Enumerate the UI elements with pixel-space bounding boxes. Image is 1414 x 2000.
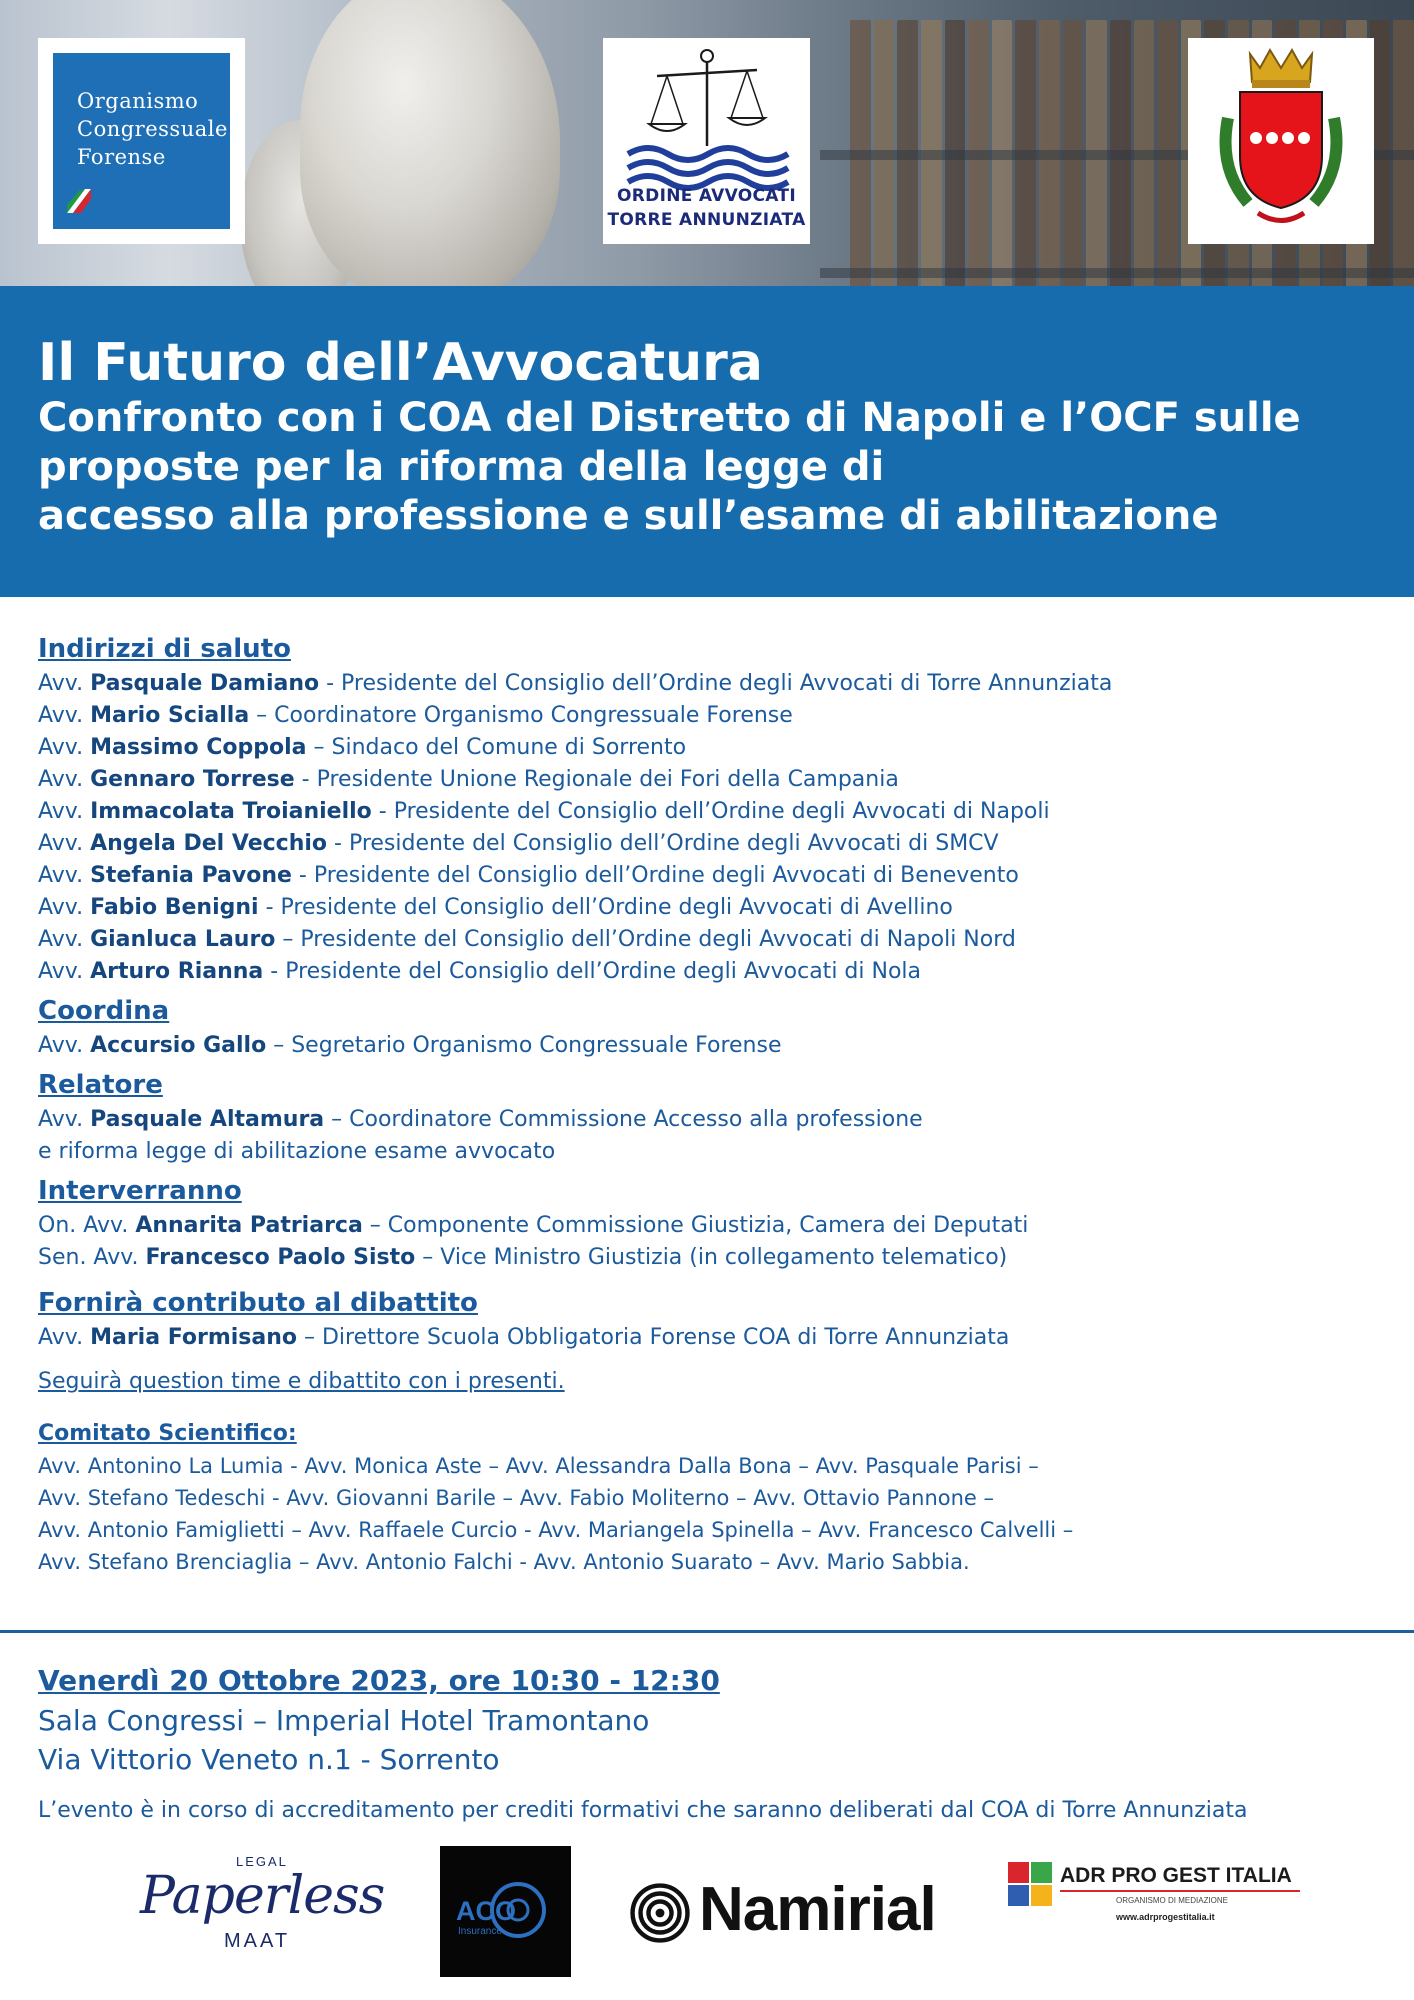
- speaker-prefix: Avv.: [38, 863, 91, 888]
- speaker-role: - Presidente Unione Regionale dei Fori della Campania: [294, 767, 899, 792]
- section-heading-interverranno: Interverranno: [38, 1176, 242, 1206]
- event-address: Via Vittorio Veneto n.1 - Sorrento: [38, 1743, 500, 1776]
- speaker-prefix: Avv.: [38, 1033, 91, 1058]
- ocf-logo-text: Forense: [77, 145, 166, 169]
- event-subtitle: [38, 394, 1398, 541]
- speaker-prefix: Avv.: [38, 703, 91, 728]
- speaker-prefix: Sen. Avv.: [38, 1245, 146, 1270]
- event-venue: Sala Congressi – Imperial Hotel Tramontano: [38, 1704, 650, 1737]
- adr-logo-subtext: ORGANISMO DI MEDIAZIONE: [1116, 1896, 1229, 1905]
- aco-insurance-logo: [440, 1846, 571, 1977]
- speaker-prefix: Avv.: [38, 831, 91, 856]
- section-heading-comitato: Comitato Scientifico:: [38, 1421, 297, 1446]
- comitato-line: Avv. Stefano Brenciaglia – Avv. Antonio Falchi - Avv. Antonio Suarato – Avv. Mario Sabbia.: [38, 1550, 970, 1574]
- accreditation-note: L’evento è in corso di accreditamento per crediti formativi che saranno deliberati dal COA di Torre Annunziata: [38, 1798, 1248, 1823]
- divider: [0, 1630, 1414, 1633]
- question-time-note: Seguirà question time e dibattito con i presenti.: [38, 1369, 565, 1394]
- speaker-line: [38, 1104, 1398, 1136]
- event-title: Il Futuro dell’Avvocatura: [38, 333, 763, 393]
- subtitle-line: Confronto con i COA del Distretto di Napoli e l’OCF sulle: [38, 395, 1301, 441]
- ordine-avvocati-logo-text: TORRE ANNUNZIATA: [607, 210, 806, 230]
- speaker-role: - Presidente del Consiglio dell’Ordine degli Avvocati di Napoli: [371, 799, 1050, 824]
- speaker-line: [38, 956, 1398, 988]
- speaker-role: – Sindaco del Comune di Sorrento: [306, 735, 687, 760]
- ordine-avvocati-logo-text: ORDINE AVVOCATI: [617, 186, 796, 206]
- speaker-name: Massimo Coppola: [90, 735, 307, 760]
- speaker-line: [38, 796, 1398, 828]
- speaker-name: Gianluca Lauro: [90, 927, 276, 952]
- namirial-target-icon: [629, 1882, 691, 1944]
- speaker-role: - Presidente del Consiglio dell’Ordine degli Avvocati di Nola: [263, 959, 921, 984]
- speaker-role: – Componente Commissione Giustizia, Camera dei Deputati: [362, 1213, 1029, 1238]
- adr-logo-rule: [1060, 1890, 1300, 1892]
- waves-icon: [623, 134, 793, 194]
- section-heading-saluti: Indirizzi di saluto: [38, 634, 291, 664]
- speaker-role: - Presidente del Consiglio dell’Ordine degli Avvocati di Benevento: [291, 863, 1019, 888]
- speaker-name: Francesco Paolo Sisto: [145, 1245, 416, 1270]
- namirial-logo: [625, 1868, 965, 1958]
- speaker-name: Immacolata Troianiello: [90, 799, 372, 824]
- crest-icon: [1188, 38, 1374, 244]
- shelf: [820, 268, 1414, 278]
- speaker-prefix: Avv.: [38, 671, 91, 696]
- ordine-avvocati-logo: [603, 38, 810, 244]
- speaker-role: – Direttore Scuola Obbligatoria Forense COA di Torre Annunziata: [297, 1325, 1010, 1350]
- speaker-prefix: Avv.: [38, 767, 91, 792]
- paperless-logo-top: LEGAL: [236, 1854, 288, 1869]
- coordina-list: [38, 1030, 1398, 1062]
- relatore-list: [38, 1104, 1398, 1136]
- aco-logo-text: ACO: [456, 1896, 516, 1926]
- speaker-name: Mario Scialla: [90, 703, 250, 728]
- speaker-name: Fabio Benigni: [90, 895, 259, 920]
- speaker-line: [38, 892, 1398, 924]
- saluti-list: [38, 668, 1398, 988]
- speaker-line: [38, 924, 1398, 956]
- subtitle-line: accesso alla professione e sull’esame di abilitazione: [38, 493, 1219, 539]
- statue-bust-image: [300, 0, 560, 286]
- speaker-line: [38, 1322, 1398, 1354]
- aco-logo-subtext: Insurance: [458, 1926, 502, 1937]
- contributo-list: [38, 1322, 1398, 1354]
- speaker-role: – Vice Ministro Giustizia (in collegamento telematico): [415, 1245, 1008, 1270]
- speaker-prefix: Avv.: [38, 735, 91, 760]
- paperless-logo-main: Paperless: [140, 1866, 385, 1926]
- speaker-line: [38, 732, 1398, 764]
- speaker-name: Arturo Rianna: [90, 959, 264, 984]
- speaker-name: Angela Del Vecchio: [90, 831, 328, 856]
- speaker-name: Annarita Patriarca: [135, 1213, 363, 1238]
- comitato-line: Avv. Antonino La Lumia - Avv. Monica Aste – Avv. Alessandra Dalla Bona – Avv. Pasquale Parisi –: [38, 1454, 1039, 1478]
- speaker-line: [38, 1242, 1398, 1274]
- speaker-name: Pasquale Damiano: [90, 671, 320, 696]
- speaker-line: [38, 1030, 1398, 1062]
- speaker-line: [38, 668, 1398, 700]
- ocf-logo: [38, 38, 245, 244]
- interverranno-list: [38, 1210, 1398, 1274]
- speaker-role: – Segretario Organismo Congressuale Forense: [266, 1033, 782, 1058]
- puzzle-icon: [1008, 1862, 1052, 1906]
- comitato-line: Avv. Antonio Famiglietti – Avv. Raffaele Curcio - Avv. Mariangela Spinella – Avv. Francesco Calvelli –: [38, 1518, 1074, 1542]
- speaker-name: Accursio Gallo: [90, 1033, 267, 1058]
- italian-flag-icon: [65, 185, 95, 215]
- speaker-line: [38, 860, 1398, 892]
- speaker-prefix: Avv.: [38, 959, 91, 984]
- speaker-name: Maria Formisano: [90, 1325, 297, 1350]
- namirial-logo-text: Namirial: [699, 1875, 936, 1944]
- legal-paperless-logo: [140, 1852, 385, 1962]
- speaker-name: Pasquale Altamura: [90, 1107, 325, 1132]
- city-crest-logo: [1188, 38, 1374, 244]
- paperless-logo-bottom: MAAT: [224, 1930, 291, 1952]
- speaker-prefix: Avv.: [38, 1325, 91, 1350]
- speaker-role: - Presidente del Consiglio dell’Ordine degli Avvocati di Avellino: [258, 895, 953, 920]
- ocf-logo-text: Congressuale: [77, 117, 228, 141]
- speaker-line: [38, 828, 1398, 860]
- section-heading-contributo: Fornirà contributo al dibattito: [38, 1288, 478, 1318]
- speaker-name: Stefania Pavone: [90, 863, 292, 888]
- relatore-continuation: e riforma legge di abilitazione esame avvocato: [38, 1139, 556, 1164]
- section-heading-coordina: Coordina: [38, 996, 170, 1026]
- speaker-prefix: Avv.: [38, 927, 91, 952]
- speaker-prefix: Avv.: [38, 1107, 91, 1132]
- speaker-role: – Coordinatore Commissione Accesso alla professione: [324, 1107, 923, 1132]
- event-date: Venerdì 20 Ottobre 2023, ore 10:30 - 12:30: [38, 1664, 720, 1697]
- comitato-line: Avv. Stefano Tedeschi - Avv. Giovanni Barile – Avv. Fabio Moliterno – Avv. Ottavio Pannone –: [38, 1486, 995, 1510]
- adr-logo-text: ADR PRO GEST ITALIA: [1060, 1864, 1292, 1887]
- section-heading-relatore: Relatore: [38, 1070, 163, 1100]
- speaker-line: [38, 764, 1398, 796]
- speaker-line: [38, 700, 1398, 732]
- speaker-prefix: Avv.: [38, 799, 91, 824]
- speaker-prefix: Avv.: [38, 895, 91, 920]
- adr-logo-url: www.adrprogestitalia.it: [1116, 1912, 1215, 1922]
- speaker-role: – Presidente del Consiglio dell’Ordine degli Avvocati di Napoli Nord: [275, 927, 1016, 952]
- ocf-logo-text: Organismo: [77, 89, 199, 113]
- speaker-line: [38, 1210, 1398, 1242]
- adr-pro-gest-logo: [1008, 1862, 1308, 1942]
- subtitle-line: proposte per la riforma della legge di: [38, 444, 885, 490]
- program: [38, 630, 1398, 1578]
- speaker-role: – Coordinatore Organismo Congressuale Forense: [249, 703, 793, 728]
- speaker-role: - Presidente del Consiglio dell’Ordine degli Avvocati di SMCV: [327, 831, 999, 856]
- speaker-name: Gennaro Torrese: [90, 767, 295, 792]
- speaker-role: - Presidente del Consiglio dell’Ordine degli Avvocati di Torre Annunziata: [319, 671, 1113, 696]
- speaker-prefix: On. Avv.: [38, 1213, 136, 1238]
